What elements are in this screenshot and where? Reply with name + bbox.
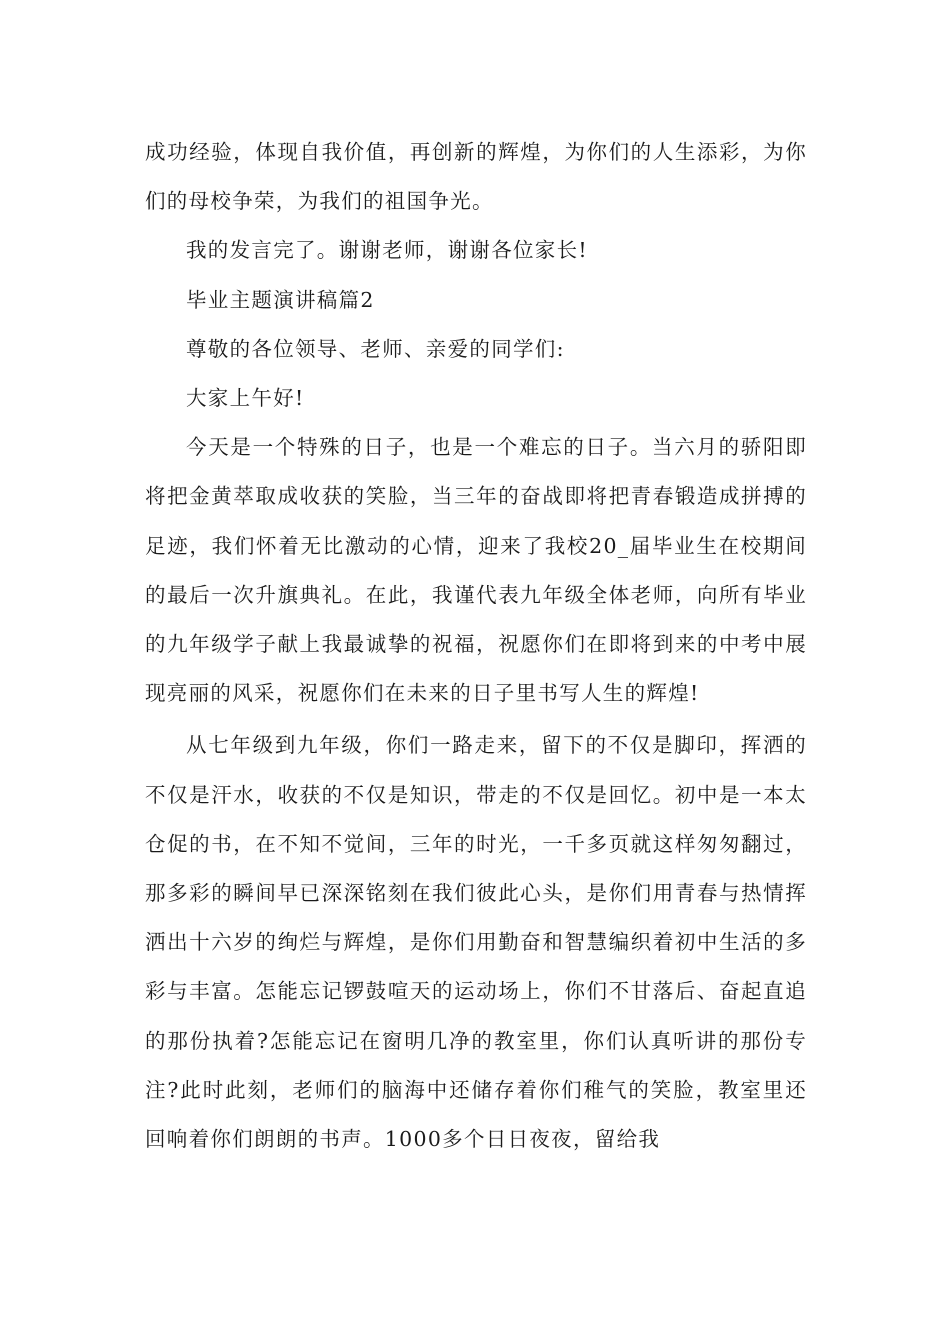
paragraph-greeting: 大家上午好! xyxy=(186,386,305,411)
document-body xyxy=(145,128,807,1164)
paragraph-closing: 我的发言完了。谢谢老师，谢谢各位家长! xyxy=(186,238,588,263)
paragraph-body: 今天是一个特殊的日子，也是一个难忘的日子。当六月的骄阳即将把金黄萃取成收获的笑脸，当三年的奋战即将把青春锻造成拼搏的足迹，我们怀着无比激动的心情，迎来了我校20_届毕业生在校期间的最后一次升旗典礼。在此，我谨代表九年级全体老师，向所有毕业的九年级学子献上我最诚挚的祝福，祝愿你们在即将到来的中考中展现亮丽的风采，祝愿你们在未来的日子里书写人生的辉煌! xyxy=(145,435,807,706)
paragraph-continuation: 成功经验，体现自我价值，再创新的辉煌，为你们的人生添彩，为你们的母校争荣，为我们的祖国争光。 xyxy=(145,140,807,214)
paragraph-salutation: 尊敬的各位领导、老师、亲爱的同学们: xyxy=(186,336,565,361)
paragraph-body: 从七年级到九年级，你们一路走来，留下的不仅是脚印，挥洒的不仅是汗水，收获的不仅是知识，带走的不仅是回忆。初中是一本太仓促的书，在不知不觉间，三年的时光，一千多页就这样匆匆翻过，那多彩的瞬间早已深深铭刻在我们彼此心头，是你们用青春与热情挥洒出十六岁的绚烂与辉煌，是你们用勤奋和智慧编织着初中生活的多彩与丰富。怎能忘记锣鼓喧天的运动场上，你们不甘落后、奋起直追的那份执着?怎能忘记在窗明几净的教室里，你们认真听讲的那份专注?此时此刻，老师们的脑海中还储存着你们稚气的笑脸，教室里还回响着你们朗朗的书声。1000多个日日夜夜，留给我 xyxy=(145,733,807,1152)
section-heading: 毕业主题演讲稿篇2 xyxy=(186,287,375,312)
